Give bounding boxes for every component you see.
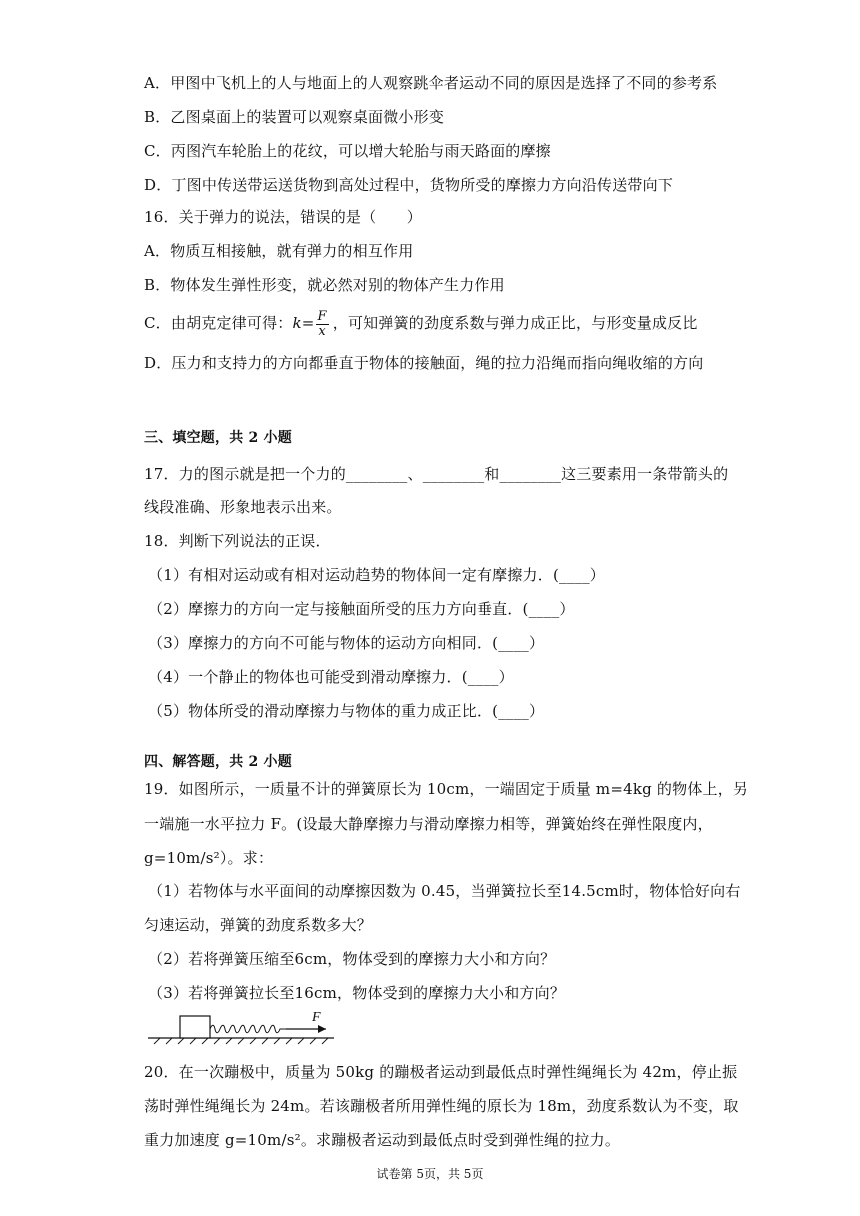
- q15-option-d: D．丁图中传送带运送货物到高处过程中，货物所受的摩擦力方向沿传送带向下: [144, 176, 674, 194]
- fraction-numerator: F: [317, 308, 327, 324]
- q15-option-c: C．丙图汽车轮胎上的花纹，可以增大轮胎与雨天路面的摩擦: [144, 142, 551, 160]
- q18-item-1: （1）有相对运动或有相对运动趋势的物体间一定有摩擦力．(____）: [148, 566, 605, 584]
- q16-option-d: D．压力和支持力的方向都垂直于物体的接触面，绳的拉力沿绳而指向绳收缩的方向: [144, 354, 704, 372]
- q18-item-2: （2）摩擦力的方向一定与接触面所受的压力方向垂直．(____）: [148, 600, 575, 618]
- q20-line2: 荡时弹性绳绳长为 24m。若该蹦极者所用弹性绳的原长为 18m，劲度系数认为不变，取: [144, 1097, 739, 1115]
- spring-diagram: [148, 1008, 348, 1048]
- q20-line1: 20．在一次蹦极中，质量为 50kg 的蹦极者运动到最低点时弹性绳绳长为 42m，停止振: [144, 1063, 738, 1081]
- spring: [210, 1025, 286, 1033]
- q19-line1: 19．如图所示，一质量不计的弹簧原长为 10cm，一端固定于质量 m=4kg 的物体上，另: [144, 780, 749, 798]
- q16-c-suffix: ，可知弹簧的劲度系数与弹力成正比，与形变量成反比: [332, 314, 698, 332]
- ground-hatching: [154, 1038, 328, 1044]
- spring-block-figure: [148, 1008, 348, 1052]
- q18-stem: 18．判断下列说法的正误．: [144, 532, 331, 550]
- q15-option-b: B．乙图桌面上的装置可以观察桌面微小形变: [144, 108, 445, 126]
- q18-item-4: （4）一个静止的物体也可能受到滑动摩擦力．(____）: [148, 668, 514, 686]
- force-label: F: [312, 1010, 321, 1025]
- q16-option-c: [144, 308, 698, 339]
- q16-stem: 16．关于弹力的说法，错误的是（ ）: [144, 208, 422, 226]
- q19-line3: g=10m/s²）。求：: [144, 849, 274, 867]
- fraction-denominator: x: [318, 323, 326, 339]
- q19-sub3: （3）若将弹簧拉长至16cm，物体受到的摩擦力大小和方向？: [148, 984, 566, 1002]
- page-footer: 试卷第 5页，共 5页: [376, 1167, 484, 1181]
- q20-line3: 重力加速度 g=10m/s²。求蹦极者运动到最低点时受到弹性绳的拉力。: [144, 1131, 621, 1149]
- q17-line1: 17．力的图示就是把一个力的________、________和________这三要素用一条带箭头的: [144, 465, 729, 483]
- q16-c-prefix: C．由胡克定律可得：: [144, 314, 293, 332]
- arrow-head: [318, 1025, 326, 1033]
- section3-title: 三、填空题，共 2 小题: [144, 430, 292, 446]
- q17-line2: 线段准确、形象地表示出来。: [144, 498, 342, 516]
- hooke-k: k=: [292, 314, 315, 332]
- block: [180, 1016, 210, 1038]
- q18-item-3: （3）摩擦力的方向不可能与物体的运动方向相同．(____）: [148, 634, 545, 652]
- q16-option-a: A．物质互相接触，就有弹力的相互作用: [144, 242, 414, 260]
- q19-sub1-line1: （1）若物体与水平面间的动摩擦因数为 0.45，当弹簧拉长至14.5cm时，物体恰好向右: [148, 882, 741, 900]
- q15-option-a: A．甲图中飞机上的人与地面上的人观察跳伞者运动不同的原因是选择了不同的参考系: [144, 74, 718, 92]
- q16-option-b: B．物体发生弹性形变，就必然对别的物体产生力作用: [144, 276, 505, 294]
- section4-title: 四、解答题，共 2 小题: [144, 754, 292, 770]
- q19-sub1-line2: 匀速运动，弹簧的劲度系数多大？: [144, 916, 373, 934]
- hooke-fraction: [316, 310, 329, 339]
- q18-item-5: （5）物体所受的滑动摩擦力与物体的重力成正比．(____）: [148, 702, 545, 720]
- q19-line2: 一端施一水平拉力 F。(设最大静摩擦力与滑动摩擦力相等，弹簧始终在弹性限度内，: [144, 815, 713, 833]
- q19-sub2: （2）若将弹簧压缩至6cm，物体受到的摩擦力大小和方向？: [148, 950, 556, 968]
